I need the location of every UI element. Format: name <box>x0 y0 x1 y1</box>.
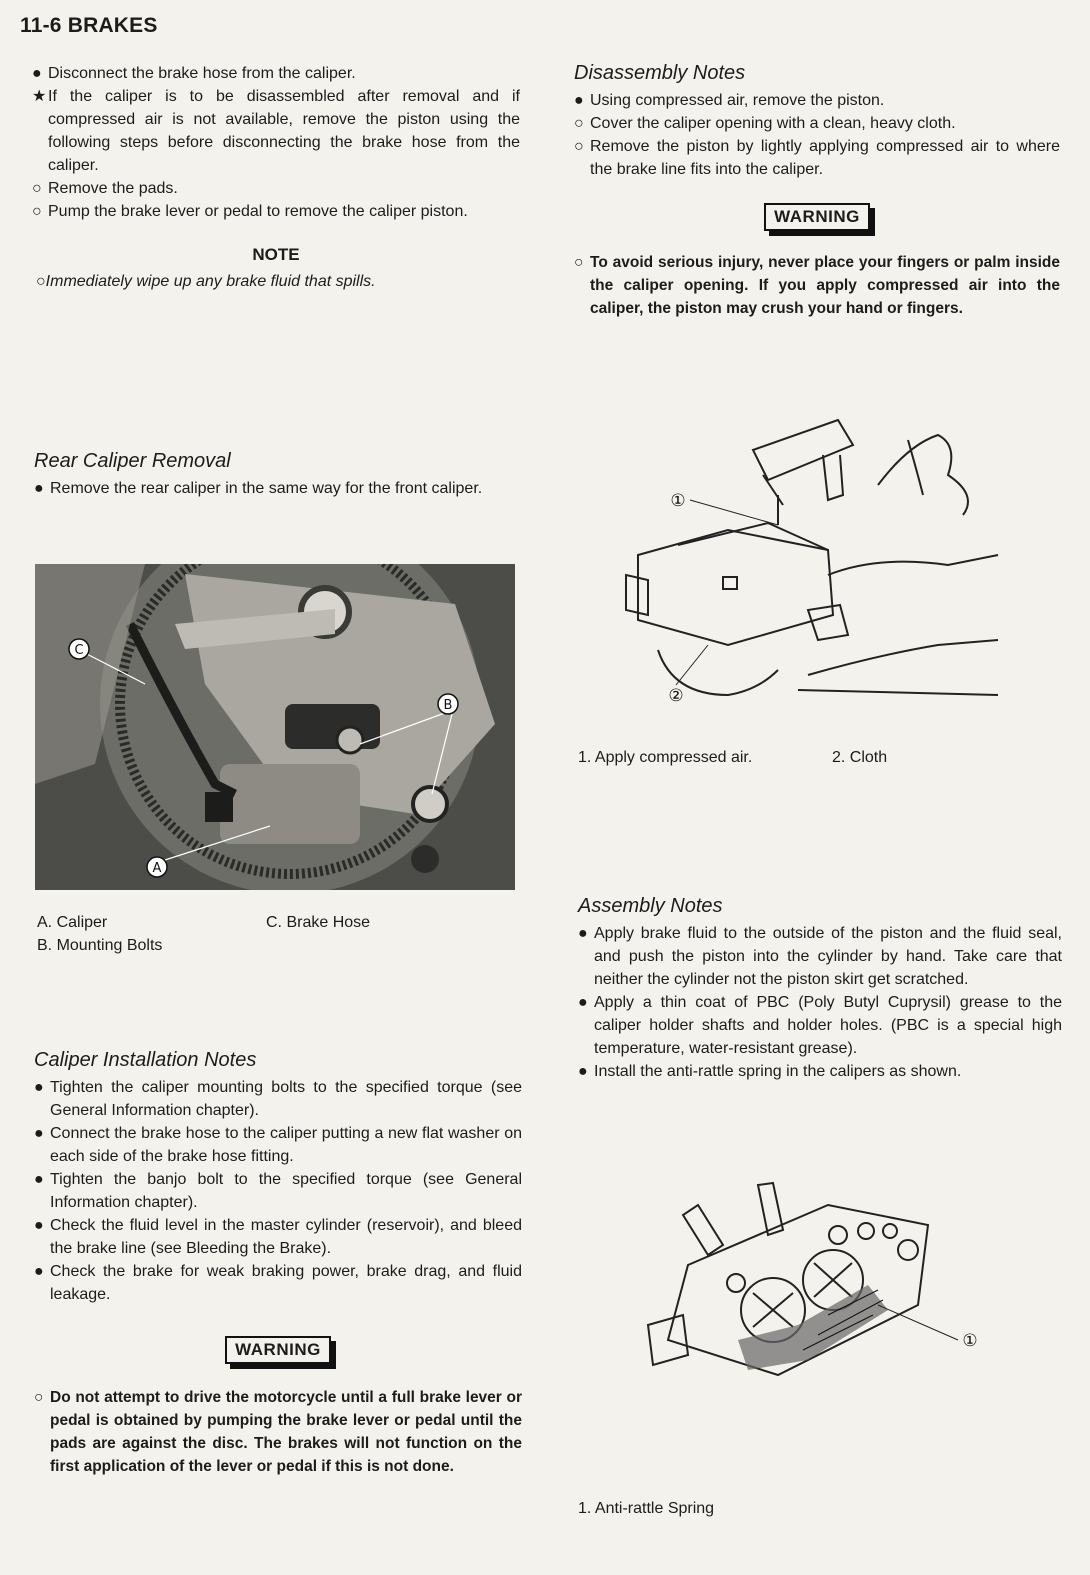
list-item <box>578 991 1062 1060</box>
list-item <box>34 1214 522 1260</box>
bullet-marker: ● <box>578 925 588 942</box>
caption-brake-hose: C. Brake Hose <box>266 914 371 931</box>
list-item-text: Disconnect the brake hose from the caliper. <box>48 65 356 82</box>
list-item <box>574 135 1060 181</box>
installation-section <box>34 1049 522 1478</box>
list-item-text: Check the fluid level in the master cylinder (reservoir), and bleed the brake line (see Bleeding the Brake). <box>50 1217 522 1257</box>
caption-apply-air: 1. Apply compressed air. <box>578 749 753 766</box>
list-item-text: Install the anti-rattle spring in the calipers as shown. <box>594 1063 962 1080</box>
caption-cloth: 2. Cloth <box>832 749 888 766</box>
disassembly-warning-label: WARNING <box>764 203 870 231</box>
installation-heading: Caliper Installation Notes <box>34 1049 257 1071</box>
list-item-text: Remove the pads. <box>48 180 178 197</box>
list-item-text: Remove the piston by lightly applying compressed air to where the brake line fits into the caliper. <box>590 138 1060 178</box>
list-item <box>32 200 520 223</box>
list-item-text: If the caliper is to be disassembled after removal and if compressed air is not available, remove the piston using the following steps before disconnecting the brake hose from the caliper. <box>48 88 520 174</box>
assembly-heading: Assembly Notes <box>578 895 723 917</box>
photo-label-a: A <box>152 861 162 876</box>
list-item <box>578 922 1062 991</box>
list-item-text: Tighten the banjo bolt to the specified torque (see General Information chapter). <box>50 1171 522 1211</box>
note-heading: NOTE <box>252 245 300 264</box>
caption-mounting-bolts: B. Mounting Bolts <box>37 937 163 954</box>
compressed-air-drawing <box>578 405 1058 735</box>
list-item-text: Pump the brake lever or pedal to remove the caliper piston. <box>48 203 468 220</box>
photo-label-b: B <box>443 698 453 713</box>
note-text <box>32 273 520 291</box>
list-item <box>34 1260 522 1306</box>
installation-list <box>34 1076 522 1306</box>
star-marker: ★ <box>32 88 47 105</box>
list-item-text: Apply a thin coat of PBC (Poly Butyl Cuprysil) grease to the caliper holder shafts and holder holes. (PBC is a special high temperature, water-resistant grease). <box>594 994 1062 1057</box>
photo-label-c: C <box>74 643 84 658</box>
note-body: Immediately wipe up any brake fluid that spills. <box>45 273 376 290</box>
bullet-marker: ● <box>574 92 584 109</box>
circle-marker: ○ <box>32 203 42 220</box>
bullet-marker: ● <box>578 1063 588 1080</box>
list-item-text: Tighten the caliper mounting bolts to the specified torque (see General Information chapter). <box>50 1079 522 1119</box>
page-title: 11-6 BRAKES <box>20 14 158 37</box>
compressed-air-illustration <box>578 405 1058 735</box>
circle-marker: ○ <box>574 254 584 271</box>
list-item-text: Apply brake fluid to the outside of the piston and the fluid seal, and push the piston into the cylinder by hand. Take care that neither the cylinder not the piston skirt get scratched. <box>594 925 1062 988</box>
list-item-text: Connect the brake hose to the caliper putting a new flat washer on each side of the brake hose fitting. <box>50 1125 522 1165</box>
caliper-photo-drawing <box>35 564 515 890</box>
rear-caliper-section <box>34 450 522 500</box>
disassembly-list <box>574 89 1060 181</box>
circle-marker: ○ <box>574 138 584 155</box>
caption-caliper: A. Caliper <box>37 914 108 931</box>
figure-label-one: ① <box>670 491 686 511</box>
bullet-marker: ● <box>578 994 588 1011</box>
installation-warning-box-wrap <box>34 1336 522 1364</box>
bullet-marker: ● <box>34 480 44 497</box>
list-item-text: Check the brake for weak braking power, brake drag, and fluid leakage. <box>50 1263 522 1303</box>
list-item <box>32 85 520 177</box>
anti-rattle-spring-drawing <box>628 1165 988 1395</box>
bullet-marker: ● <box>32 65 42 82</box>
list-item <box>574 89 1060 112</box>
disassembly-warning-list <box>574 251 1060 320</box>
installation-warning-text: Do not attempt to drive the motorcycle until a full brake lever or pedal is obtained by pumping the brake lever or pedal until the pads are against the disc. The brakes will not function on the first application of the lever or pedal if this is not done. <box>50 1389 522 1475</box>
list-item <box>34 1168 522 1214</box>
installation-warning-list <box>34 1386 522 1478</box>
list-item <box>32 62 520 85</box>
figure-label-spring: ① <box>962 1331 978 1351</box>
warning-item <box>574 251 1060 320</box>
removal-steps-list <box>32 62 520 223</box>
right-column <box>574 62 1060 320</box>
list-item <box>578 1060 1062 1083</box>
list-item-text: Using compressed air, remove the piston. <box>590 92 885 109</box>
bullet-marker: ● <box>34 1217 44 1234</box>
list-item <box>32 177 520 200</box>
circle-marker: ○ <box>574 115 584 132</box>
bullet-marker: ● <box>34 1079 44 1096</box>
circle-marker: ○ <box>32 180 42 197</box>
list-item <box>574 112 1060 135</box>
list-item <box>34 1076 522 1122</box>
disassembly-warning-text: To avoid serious injury, never place your fingers or palm inside the caliper opening. If you apply compressed air into the caliper, the piston may crush your hand or fingers. <box>590 254 1060 317</box>
circle-marker: ○ <box>34 1389 44 1406</box>
rear-caliper-heading: Rear Caliper Removal <box>34 450 231 472</box>
disassembly-heading: Disassembly Notes <box>574 62 746 84</box>
bullet-marker: ● <box>34 1125 44 1142</box>
installation-warning-label: WARNING <box>225 1336 331 1364</box>
rear-caliper-photo <box>35 564 515 890</box>
assembly-section <box>578 895 1062 1083</box>
list-item <box>34 477 522 500</box>
bullet-marker: ● <box>34 1171 44 1188</box>
anti-rattle-spring-illustration <box>628 1165 988 1395</box>
rear-caliper-list <box>34 477 522 500</box>
assembly-list <box>578 922 1062 1083</box>
caption-anti-rattle-spring: 1. Anti-rattle Spring <box>578 1500 715 1517</box>
list-item-text: Cover the caliper opening with a clean, heavy cloth. <box>590 115 956 132</box>
left-column <box>32 62 520 291</box>
bullet-marker: ● <box>34 1263 44 1280</box>
disassembly-warning-box-wrap <box>574 203 1060 231</box>
warning-item <box>34 1386 522 1478</box>
list-item <box>34 1122 522 1168</box>
list-item-text: Remove the rear caliper in the same way for the front caliper. <box>50 480 483 497</box>
figure-label-two: ② <box>668 686 684 706</box>
circle-marker: ○ <box>36 273 46 290</box>
